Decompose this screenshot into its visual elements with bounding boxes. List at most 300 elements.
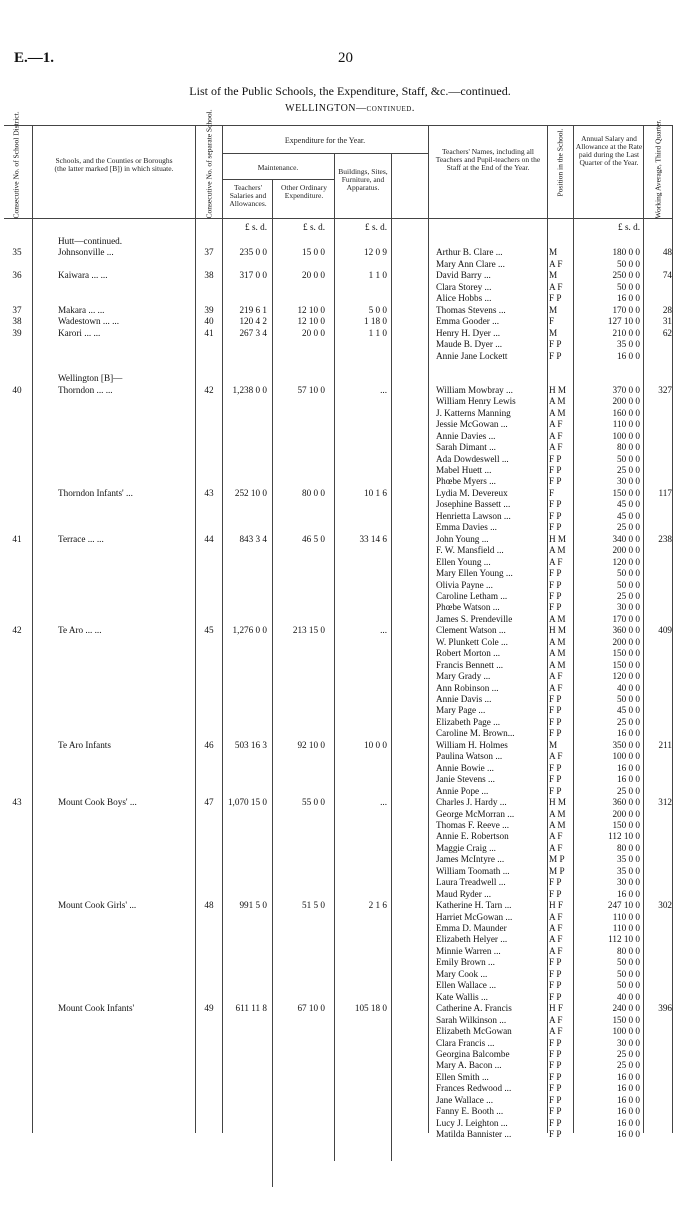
teacher-name: William H. Holmes [436, 739, 508, 750]
teacher-name: Caroline Letham ... [436, 590, 508, 601]
annual-salary: 112 10 0 [608, 934, 640, 945]
district-number: 38 [12, 316, 22, 327]
table-row [0, 877, 700, 888]
school-number: 48 [204, 900, 214, 911]
working-average: 117 [658, 487, 672, 498]
table-row [0, 259, 700, 270]
teacher-name: Kate Wallis ... [436, 991, 488, 1002]
annual-salary: 16 0 0 [617, 888, 640, 899]
teacher-name: Jessie McGowan ... [436, 419, 508, 430]
teacher-name: Annie Pope ... [436, 785, 489, 796]
table-header-rule [4, 218, 672, 219]
teacher-name: Fanny E. Booth ... [436, 1106, 504, 1117]
working-average: 48 [662, 247, 672, 258]
units-label: £ s. d. [245, 222, 267, 232]
annual-salary: 16 0 0 [617, 1129, 640, 1140]
school-number: 46 [204, 739, 214, 750]
annual-salary: 50 0 0 [617, 453, 640, 464]
teacher-name: Henrietta Lawson ... [436, 510, 511, 521]
teacher-name: David Barry ... [436, 270, 491, 281]
annual-salary: 200 0 0 [612, 808, 640, 819]
teacher-position: F P [549, 1094, 562, 1105]
teacher-name: Mary Page ... [436, 705, 486, 716]
teacher-name: James McIntyre ... [436, 854, 505, 865]
teacher-position: F P [549, 785, 562, 796]
table-top-rule [4, 125, 672, 126]
teacher-name: Clara Storey ... [436, 281, 492, 292]
teacher-name: Georgina Balcombe [436, 1048, 510, 1059]
teacher-name: Caroline M. Brown... [436, 728, 515, 739]
annual-salary: 50 0 0 [617, 281, 640, 292]
annual-salary: 45 0 0 [617, 510, 640, 521]
teacher-position: A M [549, 613, 566, 624]
teacher-name: Elizabeth McGowan [436, 1026, 512, 1037]
annual-salary: 25 0 0 [617, 1048, 640, 1059]
teacher-position: M [549, 739, 558, 750]
teacher-position: A F [549, 1014, 563, 1025]
table-row [0, 499, 700, 510]
teacher-name: William Toomath ... [436, 865, 510, 876]
teacher-position: F P [549, 877, 562, 888]
report-reference: E.—1. [14, 50, 55, 66]
table-row [0, 396, 700, 407]
annual-salary: 350 0 0 [612, 739, 640, 750]
teacher-position: H F [549, 900, 564, 911]
teacher-name: James S. Prendeville [436, 613, 513, 624]
teacher-name: Maud Ryder ... [436, 888, 492, 899]
working-average: 62 [662, 327, 672, 338]
teacher-name: Mary Grady ... [436, 671, 491, 682]
teacher-name: William Mowbray ... [436, 384, 513, 395]
teacher-name: Mabel Huett ... [436, 465, 492, 475]
teacher-name: Katherine H. Tarn ... [436, 900, 512, 911]
other-expenditure: 213 15 0 [292, 625, 325, 636]
table-row [0, 454, 700, 465]
table-row [0, 1083, 700, 1094]
teacher-position: A F [549, 842, 563, 853]
table-row [0, 1129, 700, 1140]
teacher-name: Arthur B. Clare ... [436, 247, 503, 258]
annual-salary: 25 0 0 [617, 465, 640, 475]
header-consecutive-district: Consecutive No. of School District. [11, 111, 21, 219]
teacher-name: Catherine A. Francis [436, 1003, 512, 1014]
school-name: Wellington [B]— [58, 373, 123, 384]
table-row [0, 316, 700, 327]
teachers-salaries: 120 4 2 [239, 316, 267, 327]
teacher-name: Annie Jane Lockett [436, 350, 508, 361]
working-average: 302 [658, 900, 672, 911]
teacher-position: A M [549, 407, 566, 418]
annual-salary: 30 0 0 [617, 476, 640, 487]
teacher-position: A F [549, 1026, 563, 1037]
table-row [0, 1095, 700, 1106]
teacher-position: F P [549, 1048, 562, 1059]
currency-units-row [0, 222, 700, 233]
teacher-name: Annie Bowie ... [436, 762, 494, 773]
school-number: 40 [204, 316, 214, 327]
header-teachers-names: Teachers' Names, including all Teachers and Pupil-teachers on the Staff at the End of the Year. [435, 147, 541, 172]
teacher-position: A M [549, 636, 566, 647]
table-row [0, 580, 700, 591]
annual-salary: 80 0 0 [617, 945, 640, 956]
school-number: 41 [204, 327, 214, 338]
buildings-expenditure: 1 18 0 [364, 316, 387, 327]
teacher-position: A F [549, 556, 563, 567]
teacher-name: Matilda Bannister ... [436, 1129, 512, 1140]
teacher-name: Charles J. Hardy ... [436, 797, 507, 808]
annual-salary: 150 0 0 [612, 659, 640, 670]
header-maintenance: Maintenance. [257, 163, 299, 172]
teachers-salaries: 219 6 1 [239, 304, 267, 315]
district-number: 37 [12, 304, 22, 315]
buildings-expenditure: 5 0 0 [368, 304, 387, 315]
header-schools: Schools, and the Counties or Boroughs (the latter marked [B]) in which situate. [54, 156, 174, 173]
working-average: 327 [658, 384, 672, 395]
school-name: Mount Cook Girls' ... [58, 900, 137, 911]
annual-salary: 25 0 0 [617, 785, 640, 796]
teacher-position: F P [549, 957, 562, 968]
table-row [0, 602, 700, 613]
annual-salary: 16 0 0 [617, 1071, 640, 1082]
annual-salary: 16 0 0 [617, 1083, 640, 1094]
table-row [0, 786, 700, 797]
teachers-salaries: 252 10 0 [234, 487, 267, 498]
annual-salary: 50 0 0 [617, 968, 640, 979]
table-row [0, 923, 700, 934]
annual-salary: 80 0 0 [617, 442, 640, 453]
annual-salary: 25 0 0 [617, 590, 640, 601]
working-average: 409 [658, 625, 672, 636]
school-number: 45 [204, 625, 214, 636]
teacher-name: Annie Davis ... [436, 694, 492, 704]
annual-salary: 240 0 0 [612, 1003, 640, 1014]
teacher-position: M [549, 247, 558, 258]
page-number: 20 [338, 50, 353, 66]
working-average: 74 [662, 270, 672, 281]
table-row [0, 1015, 700, 1026]
teacher-position: F P [549, 499, 562, 510]
buildings-expenditure: ... [380, 625, 387, 636]
table-row [0, 431, 700, 442]
teacher-position: A F [549, 419, 563, 430]
teacher-position: A F [549, 442, 563, 453]
teachers-salaries: 1,070 15 0 [227, 797, 267, 808]
teacher-position: F P [549, 1071, 562, 1082]
teacher-name: Ellen Young ... [436, 556, 491, 567]
school-number: 43 [204, 487, 214, 498]
page-subtitle: WELLINGTON—continued. [285, 103, 415, 114]
teacher-name: Janie Stevens ... [436, 774, 495, 785]
school-name: Terrace ... ... [58, 533, 104, 544]
table-row [0, 282, 700, 293]
header-working-average: Working Average, Third Quarter. [653, 119, 663, 219]
units-label: £ s. d. [303, 222, 325, 232]
table-row [0, 1106, 700, 1117]
annual-salary: 30 0 0 [617, 602, 640, 613]
table-row [0, 247, 700, 258]
annual-salary: 110 0 0 [612, 923, 640, 933]
teacher-name: George McMorran ... [436, 808, 515, 819]
school-number: 39 [204, 304, 214, 315]
annual-salary: 16 0 0 [617, 293, 640, 304]
district-number: 40 [12, 384, 22, 395]
school-name: Te Aro Infants [58, 739, 111, 750]
annual-salary: 30 0 0 [617, 877, 640, 888]
teacher-name: Annie Davies ... [436, 430, 496, 441]
school-name: Johnsonville ... [58, 247, 114, 258]
school-number: 44 [204, 533, 214, 544]
teacher-name: Clement Watson ... [436, 625, 506, 636]
table-row [0, 614, 700, 625]
table-row [0, 522, 700, 533]
annual-salary: 45 0 0 [617, 705, 640, 716]
teacher-name: Annie E. Robertson [436, 831, 509, 842]
page-title: List of the Public Schools, the Expenditure, Staff, &c.—continued. [189, 84, 511, 98]
table-row [0, 1060, 700, 1071]
table-row [0, 568, 700, 579]
teacher-position: M P [549, 865, 565, 876]
working-average: 31 [662, 316, 672, 327]
teacher-name: Olivia Payne ... [436, 579, 493, 590]
annual-salary: 360 0 0 [612, 625, 640, 636]
table-row [0, 488, 700, 499]
teacher-name: Alice Hobbs ... [436, 293, 492, 304]
teacher-position: F P [549, 694, 562, 704]
table-row [0, 992, 700, 1003]
annual-salary: 50 0 0 [617, 694, 640, 704]
table-row [0, 373, 700, 384]
school-name: Te Aro ... ... [58, 625, 102, 636]
teacher-position: H F [549, 1003, 564, 1014]
annual-salary: 25 0 0 [617, 522, 640, 533]
teacher-name: Josephine Bassett ... [436, 499, 511, 510]
teachers-salaries: 503 16 3 [234, 739, 267, 750]
table-row [0, 705, 700, 716]
school-name: Karori ... ... [58, 327, 101, 338]
buildings-expenditure: 10 0 0 [364, 739, 387, 750]
district-number: 42 [12, 625, 22, 636]
school-number: 37 [204, 247, 214, 258]
buildings-expenditure: ... [380, 384, 387, 395]
school-name: Wadestown ... ... [58, 316, 120, 327]
district-number: 39 [12, 327, 22, 338]
annual-salary: 40 0 0 [617, 682, 640, 693]
annual-salary: 200 0 0 [612, 396, 640, 407]
table-row [0, 362, 700, 373]
annual-salary: 100 0 0 [612, 751, 640, 762]
expenditure-rule [222, 153, 428, 154]
table-row [0, 751, 700, 762]
table-row [0, 591, 700, 602]
annual-salary: 150 0 0 [612, 819, 640, 830]
buildings-expenditure: 1 1 0 [368, 270, 387, 281]
district-number: 36 [12, 270, 22, 281]
annual-salary: 16 0 0 [617, 1117, 640, 1128]
teacher-position: A M [549, 808, 566, 819]
annual-salary: 50 0 0 [617, 258, 640, 269]
annual-salary: 40 0 0 [617, 991, 640, 1002]
table-row [0, 934, 700, 945]
other-expenditure: 51 5 0 [302, 900, 325, 911]
school-number: 38 [204, 270, 214, 281]
teacher-position: F P [549, 568, 562, 579]
teacher-position: A M [549, 396, 566, 407]
teacher-position: F P [549, 1129, 562, 1140]
teacher-name: Emily Brown ... [436, 957, 495, 968]
table-row [0, 683, 700, 694]
school-name: Mount Cook Infants' [58, 1003, 135, 1014]
teacher-position: F P [549, 579, 562, 590]
teacher-position: H M [549, 533, 567, 544]
teacher-position: F P [549, 705, 562, 716]
table-row [0, 476, 700, 487]
annual-salary: 160 0 0 [612, 407, 640, 418]
table-row [0, 1072, 700, 1083]
other-expenditure: 12 10 0 [297, 316, 325, 327]
teacher-name: Laura Treadwell ... [436, 877, 506, 888]
table-row [0, 889, 700, 900]
table-row [0, 293, 700, 304]
table-row [0, 763, 700, 774]
annual-salary: 200 0 0 [612, 545, 640, 556]
buildings-expenditure: 12 0 9 [364, 247, 387, 258]
teacher-position: F P [549, 968, 562, 979]
annual-salary: 340 0 0 [612, 533, 640, 544]
teacher-position: A F [549, 671, 563, 682]
table-row [0, 545, 700, 556]
teacher-position: A F [549, 281, 563, 292]
annual-salary: 180 0 0 [612, 247, 640, 258]
maintenance-rule [222, 179, 334, 180]
teacher-position: F P [549, 1106, 562, 1117]
teacher-name: Henry H. Dyer ... [436, 327, 501, 338]
teacher-name: Phœbe Myers ... [436, 476, 496, 487]
teacher-name: Mary Cook ... [436, 968, 488, 979]
teacher-position: F P [549, 476, 562, 487]
teachers-salaries: 1,276 0 0 [232, 625, 267, 636]
teacher-name: Elizabeth Helyer ... [436, 934, 508, 945]
table-row [0, 946, 700, 957]
table-row [0, 820, 700, 831]
teacher-name: Mary A. Bacon ... [436, 1060, 502, 1071]
teacher-position: A F [549, 923, 563, 933]
teacher-position: A F [549, 751, 563, 762]
teacher-position: F P [549, 510, 562, 521]
table-row [0, 385, 700, 396]
table-row [0, 465, 700, 476]
annual-salary: 370 0 0 [612, 384, 640, 395]
teacher-name: Jane Wallace ... [436, 1094, 493, 1105]
header-other-expenditure: Other Ordinary Expenditure. [280, 183, 328, 200]
other-expenditure: 20 0 0 [302, 270, 325, 281]
annual-salary: 50 0 0 [617, 980, 640, 991]
teacher-name: Clara Francis ... [436, 1037, 495, 1048]
annual-salary: 127 10 0 [607, 316, 640, 327]
table-row [0, 809, 700, 820]
teacher-name: Ann Robinson ... [436, 682, 499, 693]
header-position: Position in the School. [555, 128, 565, 197]
other-expenditure: 12 10 0 [297, 304, 325, 315]
teacher-name: Sarah Wilkinson ... [436, 1014, 507, 1025]
teacher-position: A F [549, 945, 563, 956]
teacher-position: A M [549, 819, 566, 830]
teacher-name: Francis Bennett ... [436, 659, 504, 670]
table-row [0, 339, 700, 350]
table-row [0, 534, 700, 545]
table-row [0, 866, 700, 877]
school-number: 49 [204, 1003, 214, 1014]
teachers-salaries: 991 5 0 [239, 900, 267, 911]
teachers-salaries: 843 3 4 [239, 533, 267, 544]
table-row [0, 1118, 700, 1129]
school-name: Thorndon ... ... [58, 384, 113, 395]
teacher-name: Thomas F. Reeve ... [436, 819, 510, 830]
table-row [0, 236, 700, 247]
annual-salary: 50 0 0 [617, 957, 640, 968]
annual-salary: 100 0 0 [612, 430, 640, 441]
annual-salary: 35 0 0 [617, 854, 640, 865]
table-row [0, 854, 700, 865]
table-row [0, 408, 700, 419]
teacher-position: A M [549, 545, 566, 556]
other-expenditure: 80 0 0 [302, 487, 325, 498]
teacher-name: Lucy J. Leighton ... [436, 1117, 508, 1128]
teacher-position: F P [549, 1037, 562, 1048]
teacher-name: Harriet McGowan ... [436, 911, 513, 922]
other-expenditure: 67 10 0 [297, 1003, 325, 1014]
table-row [0, 694, 700, 705]
units-label: £ s. d. [618, 222, 640, 232]
table-row [0, 1003, 700, 1014]
table-row [0, 1049, 700, 1060]
annual-salary: 120 0 0 [612, 556, 640, 567]
table-row [0, 671, 700, 682]
table-row [0, 557, 700, 568]
teacher-name: William Henry Lewis [436, 396, 516, 407]
table-row [0, 774, 700, 785]
annual-salary: 25 0 0 [617, 716, 640, 727]
annual-salary: 120 0 0 [612, 671, 640, 682]
teacher-position: F P [549, 453, 562, 464]
teacher-position: M P [549, 854, 565, 865]
teacher-name: Minnie Warren ... [436, 945, 501, 956]
teacher-position: F P [549, 774, 562, 785]
annual-salary: 112 10 0 [608, 831, 640, 842]
teacher-position: F P [549, 465, 562, 475]
teacher-position: H M [549, 797, 567, 808]
table-row [0, 728, 700, 739]
teacher-position: F P [549, 980, 562, 991]
annual-salary: 16 0 0 [617, 1106, 640, 1117]
school-name: Makara ... ... [58, 304, 105, 315]
teacher-name: Lydia M. Devereux [436, 487, 508, 498]
table-row [0, 511, 700, 522]
annual-salary: 100 0 0 [612, 1026, 640, 1037]
working-average: 238 [658, 533, 672, 544]
header-consecutive-school: Consecutive No. of separate School. [204, 109, 214, 219]
teacher-position: A F [549, 430, 563, 441]
table-row [0, 648, 700, 659]
working-average: 312 [658, 797, 672, 808]
teacher-position: A F [549, 934, 563, 945]
teacher-name: Mary Ann Clare ... [436, 258, 505, 269]
district-number: 41 [12, 533, 22, 544]
table-row [0, 831, 700, 842]
table-row [0, 637, 700, 648]
annual-salary: 110 0 0 [612, 419, 640, 430]
school-number: 47 [204, 797, 214, 808]
annual-salary: 247 10 0 [607, 900, 640, 911]
